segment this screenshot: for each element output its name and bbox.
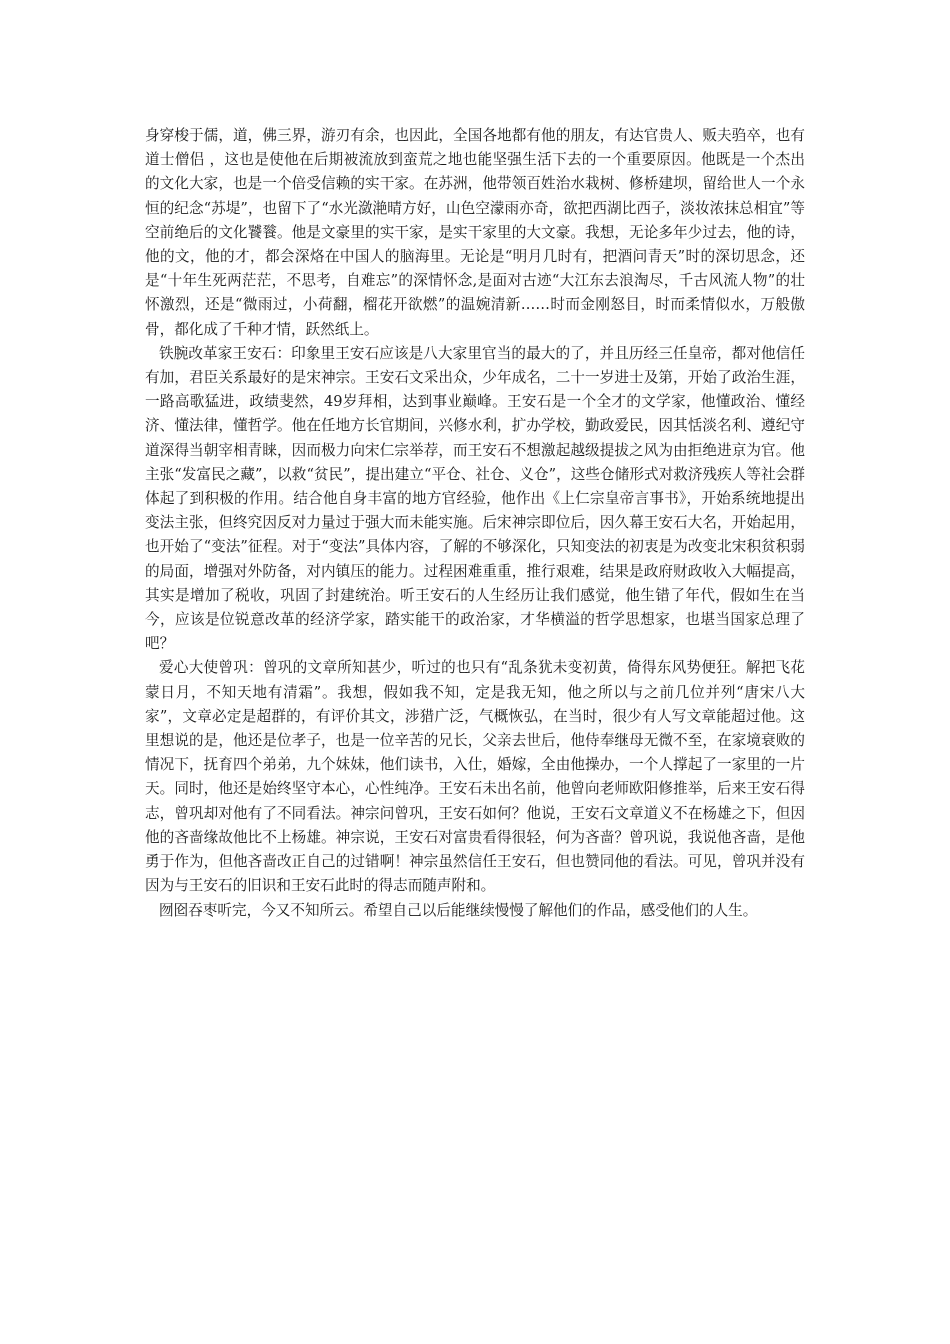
paragraph-su-shi-continued: 身穿梭于儒，道，佛三界，游刃有余，也因此，全国各地都有他的朋友，有达官贵人、贩夫驺卒，也有道士僧侣 ，这也是使他在后期被流放到蛮荒之地也能坚强生活下去的一个重要原因。他既是一个杰出的文化大家，也是一个倍受信赖的实干家。在苏洲，他带领百姓治水栽树、修桥建坝，留给世人一个永恒的纪念“苏堤”，也留下了“水光潋滟晴方好，山色空濛雨亦奇，欲把西湖比西子，淡妆浓抹总相宜”等空前绝后的文化饕餮。他是文豪里的实干家，是实干家里的大文豪。我想，无论多年少过去，他的诗，他的文，他的才，都会深烙在中国人的脑海里。无论是“明月几时有，把酒问青天”时的深切思念，还是“十年生死两茫茫，不思考，自难忘”的深情怀念,是面对古迹“大江东去浪淘尽，千古风流人物”的壮怀激烈，还是“微雨过，小荷翻，榴花开欲燃”的温婉清新……时而金刚怒目，时而柔情似水，万般傲骨，都化成了千种才情，跃然纸上。 (145, 127, 805, 338)
document-body (145, 124, 805, 923)
paragraph-wang-anshi: 铁腕改革家王安石：印象里王安石应该是八大家里官当的最大的了，并且历经三任皇帝，都对他信任有加，君臣关系最好的是宋神宗。王安石文采出众，少年成名，二十一岁进士及第，开始了政治生涯，一路高歌猛进，政绩斐然，49岁拜相，达到事业巅峰。王安石是一个全才的文学家，他懂政治、懂经济、懂法律，懂哲学。他在任地方长官期间，兴修水利，扩办学校，勤政爱民，因其恬淡名利、遵纪守道深得当朝宰相青睐，因而极力向宋仁宗举荐，而王安石不想激起越级提拔之风为由拒绝进京为官。他主张“发富民之藏”，以救“贫民”，提出建立“平仓、社仓、义仓”，这些仓储形式对救济残疾人等社会群体起了到积极的作用。结合他自身丰富的地方官经验，他作出《上仁宗皇帝言事书》，开始系统地提出变法主张，但终究因反对力量过于强大而未能实施。后宋神宗即位后，因久幕王安石大名，开始起用，也开始了“变法”征程。对于“变法”具体内容，了解的不够深化，只知变法的初衷是为改变北宋积贫积弱的局面，增强对外防备，对内镇压的能力。过程困难重重，推行艰难，结果是政府财政收入大幅提高，其实是增加了税收，巩固了封建统治。听王安石的人生经历让我们感觉，他生错了年代，假如生在当今，应该是位锐意改革的经济学家，踏实能干的政治家，才华横溢的哲学思想家，也堪当国家总理了吧？ (145, 344, 805, 653)
paragraph-zeng-gong: 爱心大使曾巩：曾巩的文章所知甚少，听过的也只有“乱条犹未变初黄，倚得东风势便狂。解把飞花蒙日月，不知天地有清霜”。我想，假如我不知，定是我无知，他之所以与之前几位并列“唐宋八大家”，文章必定是超群的，有评价其文，涉猎广泛，气概恢弘，在当时，很少有人写文章能超过他。这里想说的是，他还是位孝子，也是一位辛苦的兄长，父亲去世后，他侍奉继母无微不至，在家境衰败的情况下，抚育四个弟弟，九个妹妹，他们读书，入仕，婚嫁，全由他操办，一个人撑起了一家里的一片天。同时，他还是始终坚守本心，心性纯净。王安石未出名前，他曾向老师欧阳修推举，后来王安石得志，曾巩却对他有了不同看法。神宗问曾巩，王安石如何？他说，王安石文章道义不在杨雄之下，但因他的吝啬缘故他比不上杨雄。神宗说，王安石对富贵看得很轻，何为吝啬？曾巩说，我说他吝啬，是他勇于作为，但他吝啬改正自己的过错啊！神宗虽然信任王安石，但也赞同他的看法。可见，曾巩并没有因为与王安石的旧识和王安石此时的得志而随声附和。 (145, 659, 805, 895)
paragraph-conclusion: 囫囵吞枣听完，今又不知所云。希望自己以后能继续慢慢了解他们的作品，感受他们的人生。 (159, 901, 758, 919)
